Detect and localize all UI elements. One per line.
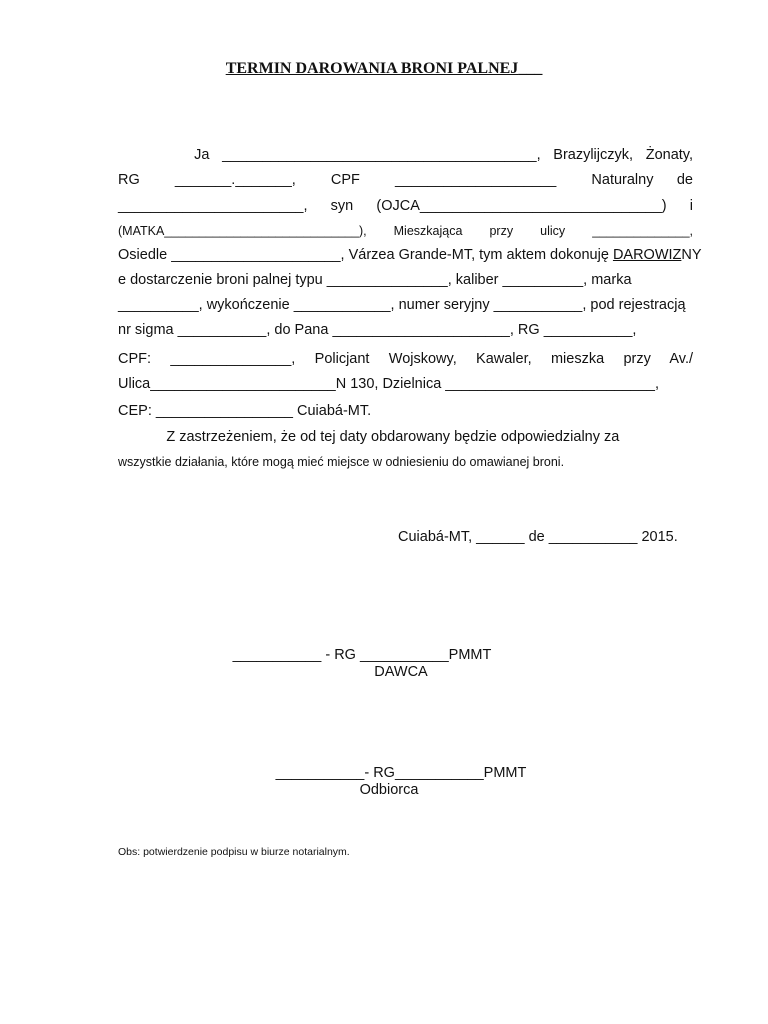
body-line-10: Ulica_______________________N 130, Dzielnica __________________________, xyxy=(118,376,660,392)
darowizna-tail: NY xyxy=(681,247,702,263)
body-line-12: Z zastrzeżeniem, że od tej daty obdarowany będzie odpowiedzialny za xyxy=(118,429,620,445)
body-line-4: (MATKA____________________________), Mieszkająca przy ulicy ______________, xyxy=(118,224,693,238)
body-line-11: CEP: _________________ Cuiabá-MT. xyxy=(118,403,372,419)
body-line-8: nr sigma ___________, do Pana ______________________, RG ___________, xyxy=(118,322,637,338)
body-line-9: CPF: _______________, Policjant Wojskowy, Kawaler, mieszka przy Av./ xyxy=(118,351,693,367)
title-text: TERMIN DAROWANIA BRONI PALNEJ xyxy=(225,60,519,77)
body-line-1: Ja _______________________________________, Brazylijczyk, Żonaty, xyxy=(118,147,693,163)
body-line-7: __________, wykończenie ____________, numer seryjny ___________, pod rejestracją xyxy=(118,297,686,313)
obs-note: Obs: potwierdzenie podpisu w biurze notarialnym. xyxy=(118,846,350,858)
body-line-2: RG _______._______, CPF ____________________ Naturalny de xyxy=(118,172,693,188)
document-title xyxy=(0,60,768,78)
body-line-5-text: Osiedle _____________________, Várzea Grande-MT, tym aktem dokonuję xyxy=(118,247,613,263)
donor-label: DAWCA xyxy=(374,664,428,680)
recipient-signature-line: ___________- RG___________PMMT xyxy=(275,765,527,781)
date-line: Cuiabá-MT, ______ de ___________ 2015. xyxy=(398,529,678,545)
donor-signature-line: ___________ - RG ___________PMMT xyxy=(232,647,492,663)
body-line-13: wszystkie działania, które mogą mieć miejsce w odniesieniu do omawianej broni. xyxy=(118,455,565,469)
body-line-3: _______________________, syn (OJCA______________________________) i xyxy=(118,198,693,214)
body-line-5 xyxy=(118,246,702,264)
body-line-6: e dostarczenie broni palnej typu _______________, kaliber __________, marka xyxy=(118,272,632,288)
darowizna-underlined: DAROWIZ xyxy=(612,247,682,263)
title-tail: ___ xyxy=(518,60,543,77)
recipient-label: Odbiorca xyxy=(359,782,419,798)
